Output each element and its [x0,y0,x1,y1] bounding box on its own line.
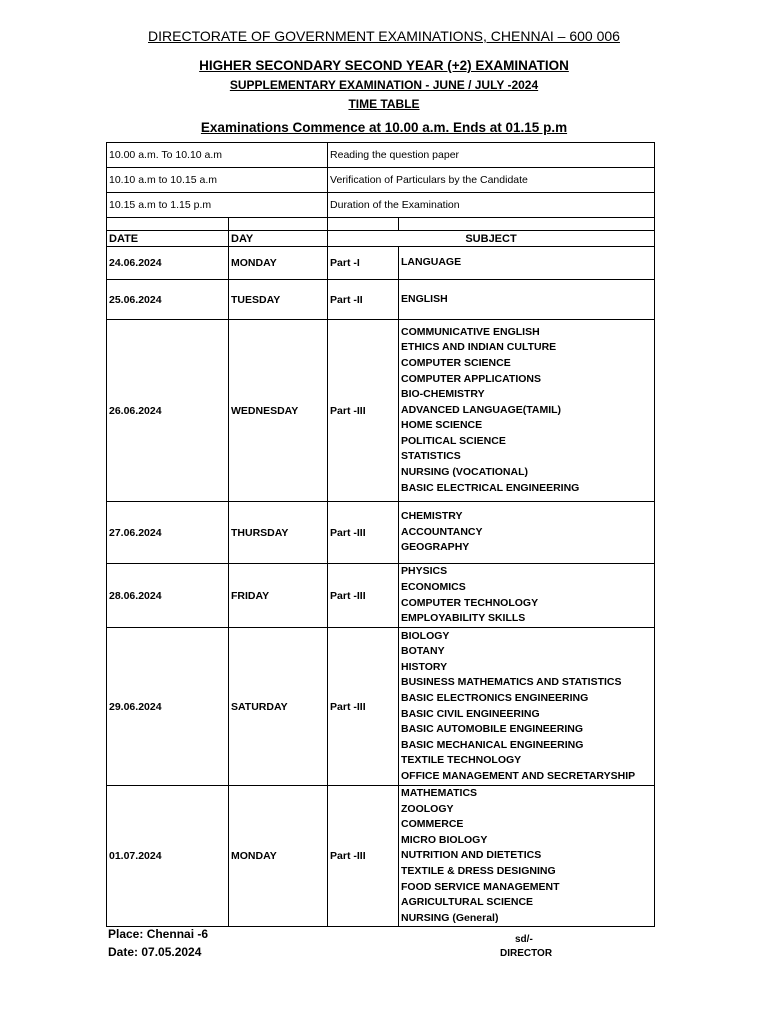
exam-date: 24.06.2024 [107,247,229,280]
commence-note: Examinations Commence at 10.00 a.m. Ends at 01.15 p.m [200,120,568,135]
subject-item: GEOGRAPHY [401,541,470,554]
exam-part: Part -I [328,247,399,280]
subject-list [399,502,655,564]
subject-item: POLITICAL SCIENCE [401,434,506,447]
exam-part: Part -III [328,786,399,927]
timing-activity: Duration of the Examination [328,193,655,218]
subject-item: OFFICE MANAGEMENT AND SECRETARYSHIP [401,769,636,782]
subject-item: STATISTICS [401,450,461,463]
exam-day: THURSDAY [229,502,328,564]
subject-item: COMMUNICATIVE ENGLISH [401,325,540,338]
subject-item: COMMERCE [401,818,464,831]
directorate-title: DIRECTORATE OF GOVERNMENT EXAMINATIONS, CHENNAI – 600 006 [148,28,620,44]
subject-item: FOOD SERVICE MANAGEMENT [401,880,560,893]
subject-item: ZOOLOGY [401,802,454,815]
column-header-subject: SUBJECT [328,231,655,247]
subject-item: HOME SCIENCE [401,419,483,432]
subject-list [399,280,655,320]
subject-item: ADVANCED LANGUAGE(TAMIL) [401,403,562,416]
timing-activity: Reading the question paper [328,143,655,168]
exam-date: 27.06.2024 [107,502,229,564]
subject-item: AGRICULTURAL SCIENCE [401,896,534,909]
schedule-body [107,247,655,927]
subject-list [399,564,655,628]
subject-item: LANGUAGE [401,256,462,269]
timing-time: 10.00 a.m. To 10.10 a.m [107,143,328,168]
exam-date: 29.06.2024 [107,628,229,786]
subject-item: BASIC ELECTRICAL ENGINEERING [401,481,580,494]
timing-row [107,168,655,193]
exam-part: Part -III [328,502,399,564]
subject-item: MATHEMATICS [401,787,478,799]
subject-item: BIO-CHEMISTRY [401,388,485,401]
exam-day: TUESDAY [229,280,328,320]
column-header-date: DATE [107,231,229,247]
exam-day: MONDAY [229,247,328,280]
subject-item: ACCOUNTANCY [401,525,483,538]
schedule-row [107,280,655,320]
subject-item: BUSINESS MATHEMATICS AND STATISTICS [401,676,622,689]
exam-part: Part -III [328,628,399,786]
subject-list [399,628,655,786]
subject-item: MICRO BIOLOGY [401,833,488,846]
exam-day: FRIDAY [229,564,328,628]
footer-date: Date: 07.05.2024 [108,945,202,959]
column-header-row [107,231,655,247]
subject-item: BASIC AUTOMOBILE ENGINEERING [401,723,584,736]
exam-title: HIGHER SECONDARY SECOND YEAR (+2) EXAMINATION [199,58,569,73]
subject-list [399,247,655,280]
footer-place: Place: Chennai -6 [108,927,209,941]
subject-item: BASIC MECHANICAL ENGINEERING [401,738,584,751]
subject-item: BASIC CIVIL ENGINEERING [401,707,540,720]
subject-item: PHYSICS [401,565,448,578]
schedule-row [107,320,655,502]
supplementary-subtitle: SUPPLEMENTARY EXAMINATION - JUNE / JULY -2024 [229,78,539,92]
spacer-row [107,218,655,231]
exam-date: 25.06.2024 [107,280,229,320]
schedule-row [107,247,655,280]
subject-item: BASIC ELECTRONICS ENGINEERING [401,691,589,704]
column-header-day: DAY [229,231,328,247]
exam-date: 26.06.2024 [107,320,229,502]
subject-item: BOTANY [401,645,445,658]
subject-item: BIOLOGY [401,629,450,642]
subject-item: HISTORY [401,660,448,673]
footer-signature: sd/- [515,934,533,945]
footer-designation: DIRECTOR [500,948,553,959]
subject-item: COMPUTER SCIENCE [401,356,511,369]
subject-item: TEXTILE & DRESS DESIGNING [401,864,556,877]
schedule-row [107,502,655,564]
exam-date: 01.07.2024 [107,786,229,927]
exam-day: WEDNESDAY [229,320,328,502]
timing-activity: Verification of Particulars by the Candidate [328,168,655,193]
subject-item: EMPLOYABILITY SKILLS [401,612,526,625]
schedule-row [107,564,655,628]
timetable [106,142,655,927]
subject-item: CHEMISTRY [401,510,463,523]
subject-item: NURSING (General) [401,911,499,924]
exam-date: 28.06.2024 [107,564,229,628]
timing-row [107,143,655,168]
exam-day: SATURDAY [229,628,328,786]
subject-item: ENGLISH [401,292,448,305]
exam-part: Part -III [328,564,399,628]
subject-item: NURSING (VOCATIONAL) [401,466,528,479]
schedule-row [107,628,655,786]
subject-item: ECONOMICS [401,580,466,593]
subject-item: COMPUTER TECHNOLOGY [401,596,539,609]
timing-time: 10.15 a.m to 1.15 p.m [107,193,328,218]
subject-item: TEXTILE TECHNOLOGY [401,754,522,767]
exam-day: MONDAY [229,786,328,927]
subject-list [399,320,655,502]
exam-part: Part -II [328,280,399,320]
timing-time: 10.10 a.m to 10.15 a.m [107,168,328,193]
timing-row [107,193,655,218]
time-table-heading: TIME TABLE [348,97,420,111]
subject-list [399,786,655,927]
schedule-row [107,786,655,927]
exam-part: Part -III [328,320,399,502]
subject-item: NUTRITION AND DIETETICS [401,849,542,862]
subject-item: COMPUTER APPLICATIONS [401,372,542,385]
subject-item: ETHICS AND INDIAN CULTURE [401,341,557,354]
